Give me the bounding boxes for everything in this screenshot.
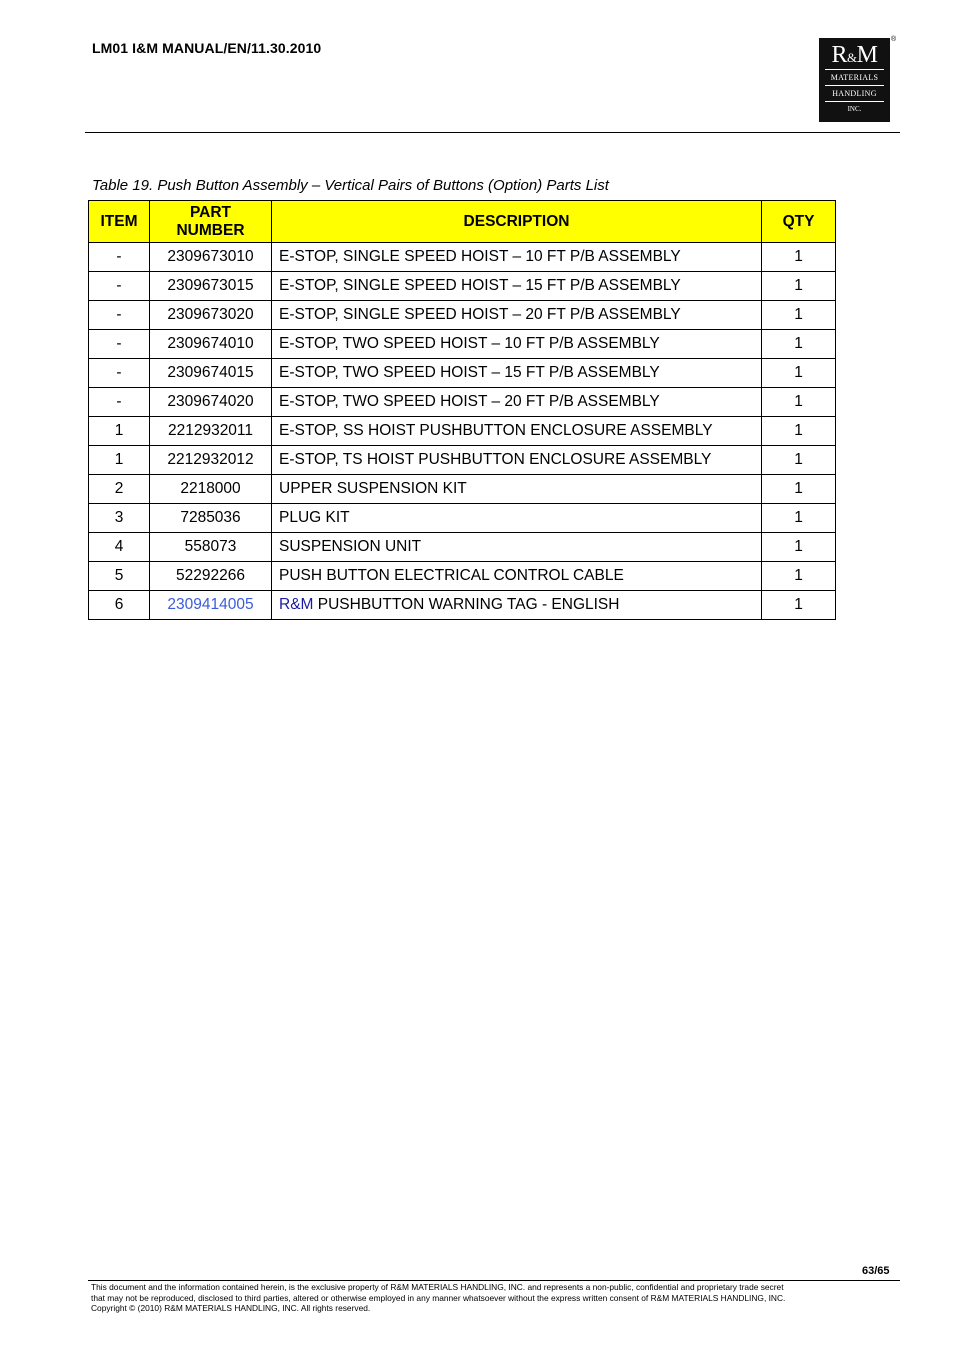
cell-qty: 1: [762, 504, 836, 533]
header-part-number: PART NUMBER: [150, 201, 272, 243]
cell-part-number: 558073: [150, 533, 272, 562]
cell-description: PUSH BUTTON ELECTRICAL CONTROL CABLE: [272, 562, 762, 591]
table-row: [89, 330, 836, 359]
cell-qty: 1: [762, 475, 836, 504]
document-id: LM01 I&M MANUAL/EN/11.30.2010: [92, 40, 322, 56]
cell-qty: 1: [762, 417, 836, 446]
cell-description: UPPER SUSPENSION KIT: [272, 475, 762, 504]
cell-qty: 1: [762, 591, 836, 620]
confidentiality-footer: [91, 1282, 901, 1314]
cell-description: PLUG KIT: [272, 504, 762, 533]
cell-description: E-STOP, TWO SPEED HOIST – 20 FT P/B ASSEMBLY: [272, 388, 762, 417]
cell-part-number: 2309674010: [150, 330, 272, 359]
header-description: DESCRIPTION: [272, 201, 762, 243]
table-row: [89, 272, 836, 301]
cell-qty: 1: [762, 301, 836, 330]
cell-part-number: 2212932011: [150, 417, 272, 446]
footer-line: that may not be reproduced, disclosed to third parties, altered or otherwise employed in any manner whatsoever without the express written consent of R&M MATERIALS HANDLING, INC.: [91, 1292, 786, 1303]
cell-qty: 1: [762, 446, 836, 475]
table-row: [89, 243, 836, 272]
cell-part-number: 2309673020: [150, 301, 272, 330]
cell-item: 2: [89, 475, 150, 504]
cell-part-number: 7285036: [150, 504, 272, 533]
footer-line: This document and the information contained herein, is the exclusive property of R&M MATERIALS HANDLING, INC. and represents a non-public, confidential and proprietary trade secret: [91, 1282, 784, 1292]
logo-line-handling: HANDLING: [832, 89, 877, 98]
cell-item: -: [89, 330, 150, 359]
header-divider: [85, 132, 900, 133]
footer-divider: [88, 1280, 900, 1281]
cell-description: R&M PUSHBUTTON WARNING TAG - ENGLISH: [272, 591, 762, 620]
table-row: [89, 446, 836, 475]
cell-part-number: 2212932012: [150, 446, 272, 475]
table-row: [89, 359, 836, 388]
page-number: 63/65: [862, 1265, 890, 1277]
cell-qty: 1: [762, 359, 836, 388]
table-caption: Table 19. Push Button Assembly – Vertical Pairs of Buttons (Option) Parts List: [92, 177, 609, 194]
table-row: [89, 301, 836, 330]
cell-item: 3: [89, 504, 150, 533]
cell-item: -: [89, 359, 150, 388]
header-item: ITEM: [89, 201, 150, 243]
table-row-warning-tag: [89, 591, 836, 620]
cell-part-number: 2309674015: [150, 359, 272, 388]
cell-item: 6: [89, 591, 150, 620]
table-row: [89, 388, 836, 417]
cell-description: E-STOP, TWO SPEED HOIST – 10 FT P/B ASSEMBLY: [272, 330, 762, 359]
footer-copyright: Copyright © (2010) R&M MATERIALS HANDLING, INC. All rights reserved.: [91, 1303, 371, 1314]
logo-line-inc: INC.: [847, 105, 862, 113]
cell-item: -: [89, 272, 150, 301]
logo-monogram: R&M: [831, 42, 878, 68]
parts-list-table: [88, 200, 836, 620]
cell-item: -: [89, 388, 150, 417]
cell-description: E-STOP, SINGLE SPEED HOIST – 15 FT P/B ASSEMBLY: [272, 272, 762, 301]
table-row: [89, 504, 836, 533]
table-header-row: [89, 201, 836, 243]
brand-link[interactable]: R&M: [279, 596, 314, 613]
cell-description: E-STOP, TS HOIST PUSHBUTTON ENCLOSURE ASSEMBLY: [272, 446, 762, 475]
part-number-link[interactable]: 2309414005: [150, 591, 272, 620]
cell-description: SUSPENSION UNIT: [272, 533, 762, 562]
cell-item: -: [89, 301, 150, 330]
cell-item: 4: [89, 533, 150, 562]
cell-part-number: 52292266: [150, 562, 272, 591]
cell-qty: 1: [762, 330, 836, 359]
rm-logo: [819, 38, 890, 122]
cell-part-number: 2309674020: [150, 388, 272, 417]
table-row: [89, 562, 836, 591]
logo-line-materials: MATERIALS: [830, 73, 879, 82]
cell-description: E-STOP, TWO SPEED HOIST – 15 FT P/B ASSEMBLY: [272, 359, 762, 388]
cell-part-number: 2218000: [150, 475, 272, 504]
cell-part-number: 2309673015: [150, 272, 272, 301]
cell-description: E-STOP, SS HOIST PUSHBUTTON ENCLOSURE ASSEMBLY: [272, 417, 762, 446]
table-row: [89, 533, 836, 562]
cell-item: 1: [89, 417, 150, 446]
registered-mark: ®: [891, 36, 897, 43]
cell-qty: 1: [762, 272, 836, 301]
cell-description: E-STOP, SINGLE SPEED HOIST – 20 FT P/B ASSEMBLY: [272, 301, 762, 330]
cell-item: -: [89, 243, 150, 272]
cell-description: E-STOP, SINGLE SPEED HOIST – 10 FT P/B ASSEMBLY: [272, 243, 762, 272]
cell-qty: 1: [762, 533, 836, 562]
table-row: [89, 475, 836, 504]
table-row: [89, 417, 836, 446]
cell-item: 1: [89, 446, 150, 475]
cell-item: 5: [89, 562, 150, 591]
cell-qty: 1: [762, 243, 836, 272]
cell-part-number: 2309673010: [150, 243, 272, 272]
header-qty: QTY: [762, 201, 836, 243]
cell-qty: 1: [762, 388, 836, 417]
cell-qty: 1: [762, 562, 836, 591]
